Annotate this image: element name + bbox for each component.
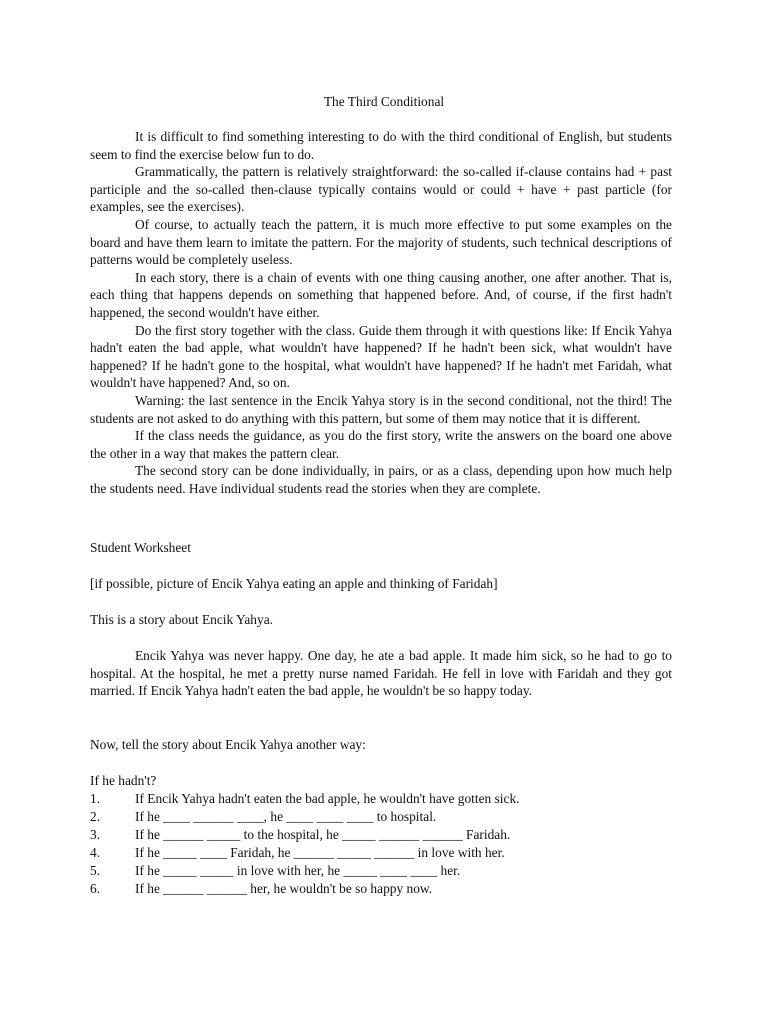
intro-paragraph: It is difficult to find something interesting to do with the third conditional of English, but students seem to find the exercise below fun to do. <box>90 129 672 162</box>
exercise-number: 6. <box>90 881 101 896</box>
picture-note: [if possible, picture of Encik Yahya eating an apple and thinking of Faridah] <box>90 576 498 591</box>
exercise-text: If he _____ _____ in love with her, he _____ ____ ____ her. <box>135 863 461 878</box>
exercise-number: 4. <box>90 845 101 860</box>
worksheet-heading: Student Worksheet <box>90 540 191 555</box>
exercise-number: 5. <box>90 863 101 878</box>
story-intro: This is a story about Encik Yahya. <box>90 612 273 627</box>
exercise-number: 2. <box>90 809 101 824</box>
story-block <box>90 647 672 700</box>
teacher-notes <box>90 128 672 497</box>
exercise-item <box>90 790 690 808</box>
exercise-text: If he ______ _____ to the hospital, he _____ ______ ______ Faridah. <box>135 827 511 842</box>
exercise-text: If he ______ ______ her, he wouldn't be so happy now. <box>135 881 433 896</box>
story-text: Encik Yahya was never happy. One day, he ate a bad apple. It made him sick, so he had to go to hospital. At the hospital, he met a pretty nurse named Faridah. He fell in love with Faridah and they got married. If Encik Yahya hadn't eaten the bad apple, he wouldn't be so happy today. <box>90 648 672 699</box>
intro-paragraph: The second story can be done individually, in pairs, or as a class, depending upon how much help the students need. Have individual students read the stories when they are complete. <box>90 463 672 496</box>
intro-paragraph: Of course, to actually teach the pattern, it is much more effective to put some examples on the board and have them learn to imitate the pattern. For the majority of students, such technical descriptions of patterns would be completely useless. <box>90 216 672 268</box>
exercise-number: 1. <box>90 791 101 806</box>
exercise-item <box>90 826 690 844</box>
intro-paragraph: If the class needs the guidance, as you do the first story, write the answers on the board one above the other in a way that makes the pattern clear. <box>90 428 672 461</box>
exercise-item <box>90 844 690 862</box>
exercise-text: If he _____ ____ Faridah, he ______ _____ ______ in love with her. <box>135 845 505 860</box>
intro-paragraph: In each story, there is a chain of events with one thing causing another, one after another. That is, each thing that happens depends on something that happened before. And, of course, if the first hadn't happened, the second wouldn't have either. <box>90 269 672 320</box>
exercise-item <box>90 808 690 826</box>
page-title: The Third Conditional <box>323 94 445 109</box>
exercise-text: If he ____ ______ ____, he ____ ____ ____ to hospital. <box>135 809 437 824</box>
exercise-number: 3. <box>90 827 101 842</box>
intro-paragraph: Do the first story together with the class. Guide them through it with questions like: If Encik Yahya hadn't eaten the bad apple, what wouldn't have happened? If he hadn't been sick, what wouldn't have happened? If he hadn't gone to the hospital, what wouldn't have happened? If he hadn't met Faridah, what wouldn't have happened? And, so on. <box>90 322 672 391</box>
intro-paragraph: Warning: the last sentence in the Encik Yahya story is in the second conditional, not the third! The students are not asked to do anything with this pattern, but some of them may notice that it is different. <box>90 392 672 426</box>
exercise-item <box>90 880 690 898</box>
exercise-item <box>90 862 690 880</box>
exercise-heading: If he hadn't? <box>90 773 157 788</box>
intro-paragraph: Grammatically, the pattern is relatively straightforward: the so-called if-clause contains had + past participle and the so-called then-clause typically contains would or could + have + past particle (for examples, see the exercises). <box>90 164 672 215</box>
retell-prompt: Now, tell the story about Encik Yahya another way: <box>90 737 366 752</box>
exercise-text: If Encik Yahya hadn't eaten the bad apple, he wouldn't have gotten sick. <box>135 791 520 806</box>
